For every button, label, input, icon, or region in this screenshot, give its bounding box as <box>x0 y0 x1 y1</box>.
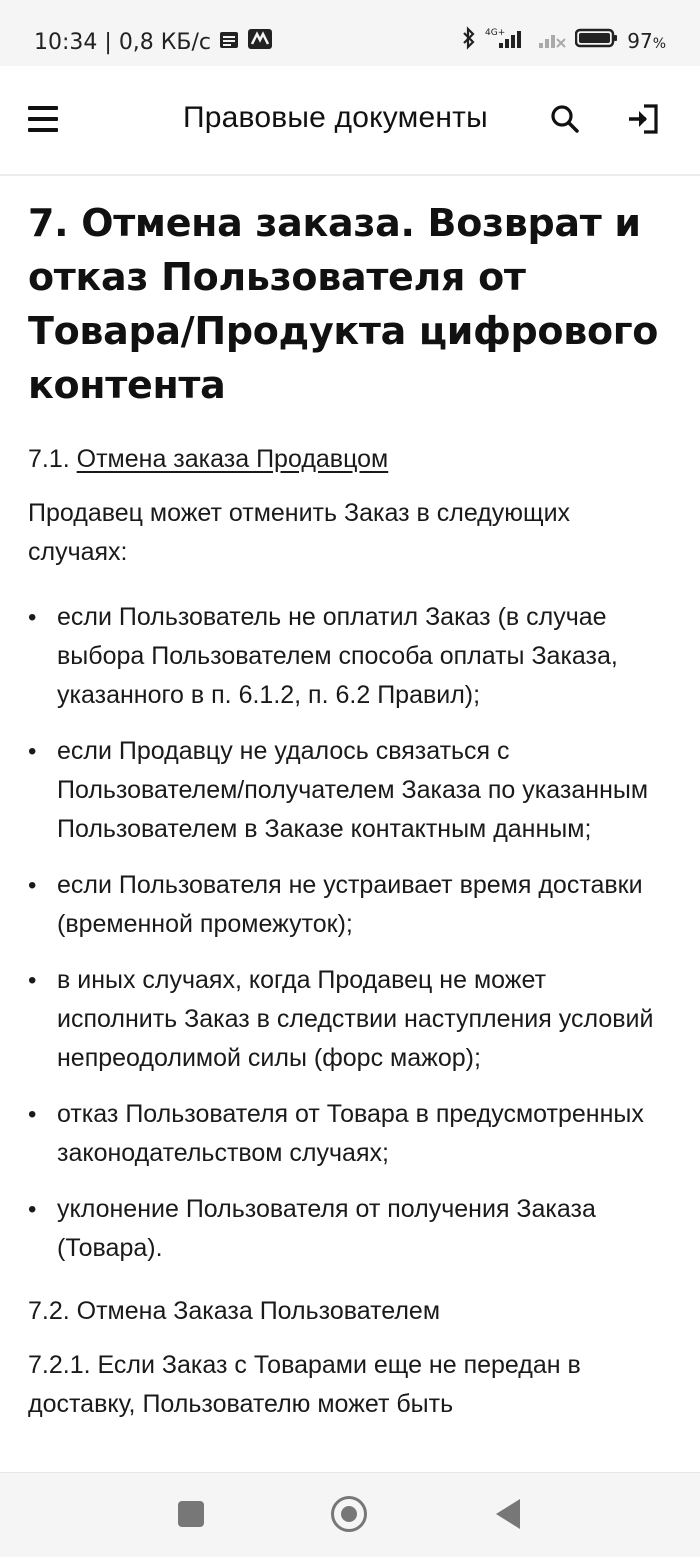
subsection-number: 7.1. <box>28 445 77 473</box>
list-item: • если Пользователь не оплатил Заказ (в случае выбора Пользователем способа оплаты Заказа, указанного в п. 6.1.2, п. 6.2 Правил); <box>28 598 668 715</box>
list-item: • если Продавцу не удалось связаться с Пользователем/получателем Заказа по указанным Пользователем в Заказе контактным данным; <box>28 732 668 849</box>
signal-2-icon <box>537 27 567 54</box>
cancel-reasons-list <box>28 598 668 1268</box>
back-button[interactable] <box>496 1499 520 1529</box>
document-content <box>28 176 668 1472</box>
home-button[interactable] <box>331 1496 367 1532</box>
menu-icon[interactable] <box>28 106 58 132</box>
app-logo-icon <box>247 28 273 56</box>
app-header <box>0 66 700 176</box>
status-left: 10:34 | 0,8 КБ/с <box>34 28 273 56</box>
list-item: • если Пользователя не устраивает время доставки (временной промежуток); <box>28 866 668 944</box>
bluetooth-icon <box>461 26 477 55</box>
status-bar <box>0 0 700 66</box>
search-icon[interactable] <box>550 104 580 138</box>
subsection-7-1 <box>28 442 668 476</box>
paragraph-7-2-1: 7.2.1. Если Заказ с Товарами еще не передан в доставку, Пользователю может быть <box>28 1351 581 1418</box>
signal-icon <box>485 27 529 54</box>
list-item: • уклонение Пользователя от получения Заказа (Товара). <box>28 1190 668 1268</box>
notification-icon <box>219 30 239 55</box>
subsection-7-2: 7.2. Отмена Заказа Пользователем <box>28 1297 441 1325</box>
login-icon[interactable] <box>626 103 660 139</box>
intro-paragraph: Продавец может отменить Заказ в следующих случаях: <box>28 499 571 566</box>
list-item: • отказ Пользователя от Товара в предусмотренных законодательством случаях; <box>28 1095 668 1173</box>
battery-level: 97 <box>627 28 653 53</box>
list-item: • в иных случаях, когда Продавец не может исполнить Заказ в следствии наступления условий непреодолимой силы (форс мажор); <box>28 961 668 1078</box>
page-title: Правовые документы <box>183 101 488 134</box>
status-right <box>461 26 666 55</box>
status-speed: 0,8 КБ/с <box>118 29 212 55</box>
svg-text:4G+: 4G+ <box>485 28 506 38</box>
battery-unit: % <box>652 35 666 52</box>
status-time: 10:34 <box>34 29 98 55</box>
subsection-title-link[interactable]: Отмена заказа Продавцом <box>76 445 389 473</box>
battery-icon <box>575 27 619 54</box>
section-title: 7. Отмена заказа. Возврат и отказ Пользователя от Товара/Продукта цифрового контента <box>28 201 659 407</box>
system-nav-bar <box>0 1472 700 1557</box>
recent-apps-button[interactable] <box>178 1501 204 1527</box>
